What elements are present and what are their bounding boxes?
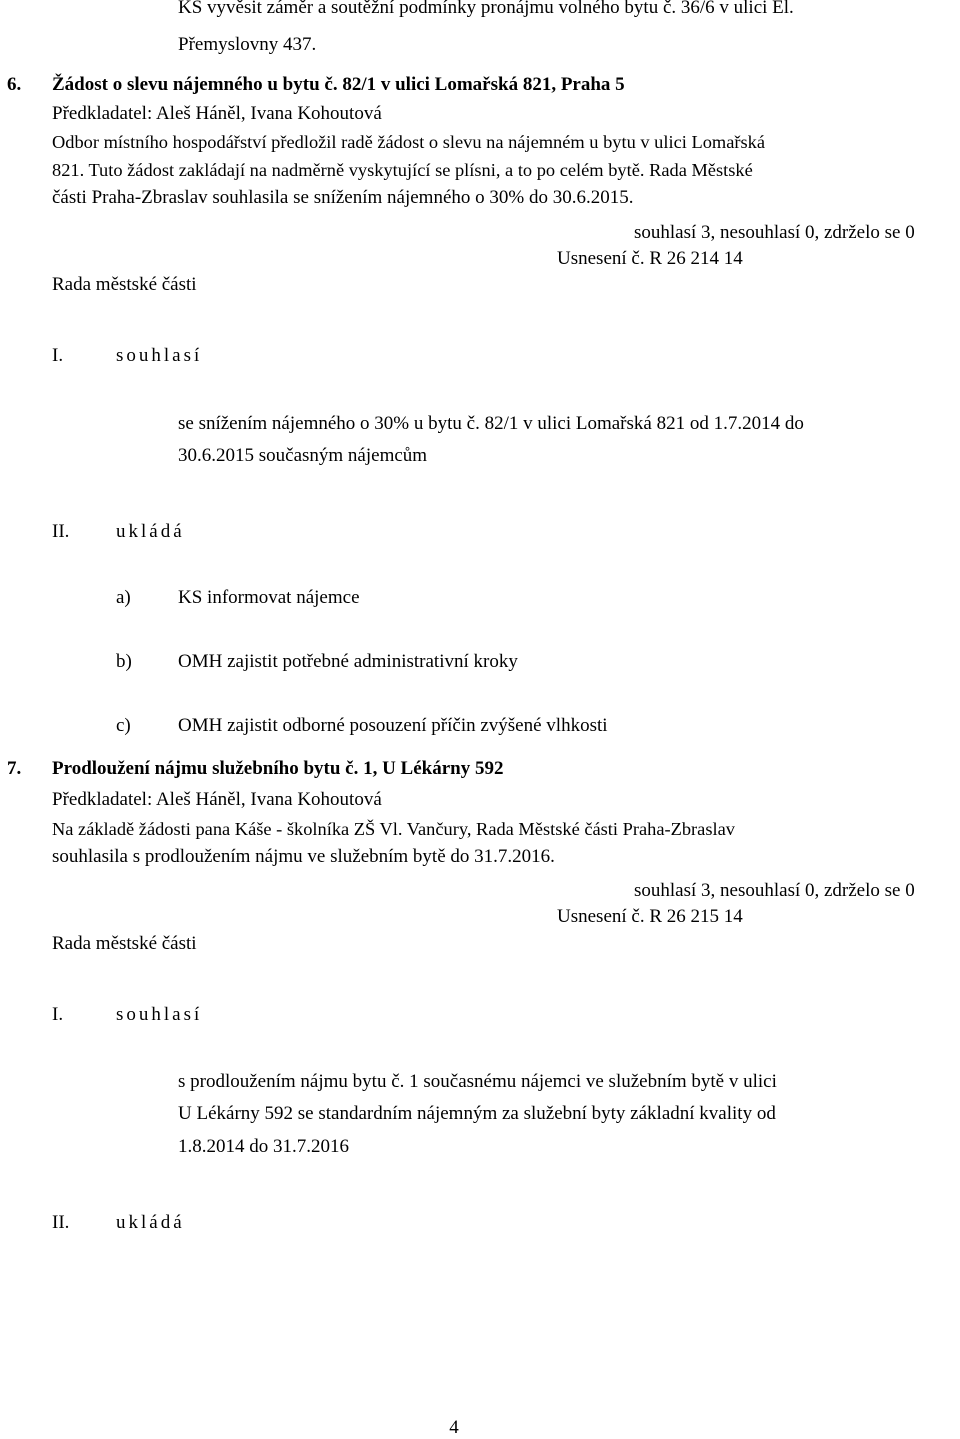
prev-item-text-line-2: Přemyslovny 437. — [178, 34, 317, 55]
item-6-vote: souhlasí 3, nesouhlasí 0, zdrželo se 0 — [634, 222, 915, 243]
item-6-section-1-verb: souhlasí — [116, 345, 203, 366]
item-7-body-line-1: Na základě žádosti pana Káše - školníka ZŠ Vl. Vančury, Rada Městské části Praha-Zbraslav — [52, 819, 735, 839]
item-6-presenter: Předkladatel: Aleš Háněl, Ivana Kohoutová — [52, 103, 382, 124]
item-6-section-1-text-line-1: se snížením nájemného o 30% u bytu č. 82/1 v ulici Lomařská 821 od 1.7.2014 do — [178, 413, 804, 434]
task-b-text: OMH zajistit potřebné administrativní kroky — [178, 651, 518, 672]
item-6-resolution-number: Usnesení č. R 26 214 14 — [557, 248, 743, 269]
item-6-title: Žádost o slevu nájemného u bytu č. 82/1 v ulici Lomařská 821, Praha 5 — [52, 74, 625, 95]
item-6-body-line-2: 821. Tuto žádost zakládají na nadměrně vyskytující se plísni, a to po celém bytě. Rada Městské — [52, 160, 753, 180]
task-a-text: KS informovat nájemce — [178, 587, 360, 608]
item-6-section-1-number: I. — [52, 345, 64, 366]
item-7-presenter: Předkladatel: Aleš Háněl, Ivana Kohoutová — [52, 789, 382, 810]
page-number: 4 — [449, 1417, 459, 1438]
item-6-number: 6. — [7, 74, 22, 95]
item-7-section-1-number: I. — [52, 1004, 64, 1025]
item-7-section-1-verb: souhlasí — [116, 1004, 203, 1025]
item-7-section-1-text-line-2: U Lékárny 592 se standardním nájemným za služební byty základní kvality od — [178, 1103, 776, 1124]
item-7-title: Prodloužení nájmu služebního bytu č. 1, U Lékárny 592 — [52, 758, 504, 779]
task-b-letter: b) — [116, 651, 132, 672]
task-c-letter: c) — [116, 715, 131, 736]
item-7-number: 7. — [7, 758, 22, 779]
item-7-resolution-number: Usnesení č. R 26 215 14 — [557, 906, 743, 927]
item-6-body-line-3: části Praha-Zbraslav souhlasila se snížením nájemného o 30% do 30.6.2015. — [52, 187, 634, 208]
item-6-body-line-1: Odbor místního hospodářství předložil radě žádost o slevu na nájemném u bytu v ulici Lomařská — [52, 132, 765, 152]
item-7-section-1-text-line-3: 1.8.2014 do 31.7.2016 — [178, 1136, 349, 1157]
item-7-body-line-2: souhlasila s prodloužením nájmu ve služebním bytě do 31.7.2016. — [52, 846, 555, 867]
task-c-text: OMH zajistit odborné posouzení příčin zvýšené vlhkosti — [178, 715, 608, 736]
item-6-section-2-verb: ukládá — [116, 521, 185, 542]
item-6-section-1-text-line-2: 30.6.2015 současným nájemcům — [178, 445, 428, 466]
prev-item-text-line-1: KS vyvěsit záměr a soutěžní podmínky pronájmu volného bytu č. 36/6 v ulici El. — [178, 0, 794, 18]
item-7-section-1-text-line-1: s prodloužením nájmu bytu č. 1 současnému nájemci ve služebním bytě v ulici — [178, 1071, 777, 1092]
task-a-letter: a) — [116, 587, 131, 608]
item-7-section-2-verb: ukládá — [116, 1212, 185, 1233]
item-7-section-2-number: II. — [52, 1212, 70, 1233]
item-7-council: Rada městské části — [52, 933, 197, 954]
item-6-section-2-number: II. — [52, 521, 70, 542]
item-7-vote: souhlasí 3, nesouhlasí 0, zdrželo se 0 — [634, 880, 915, 901]
item-6-council: Rada městské části — [52, 274, 197, 295]
